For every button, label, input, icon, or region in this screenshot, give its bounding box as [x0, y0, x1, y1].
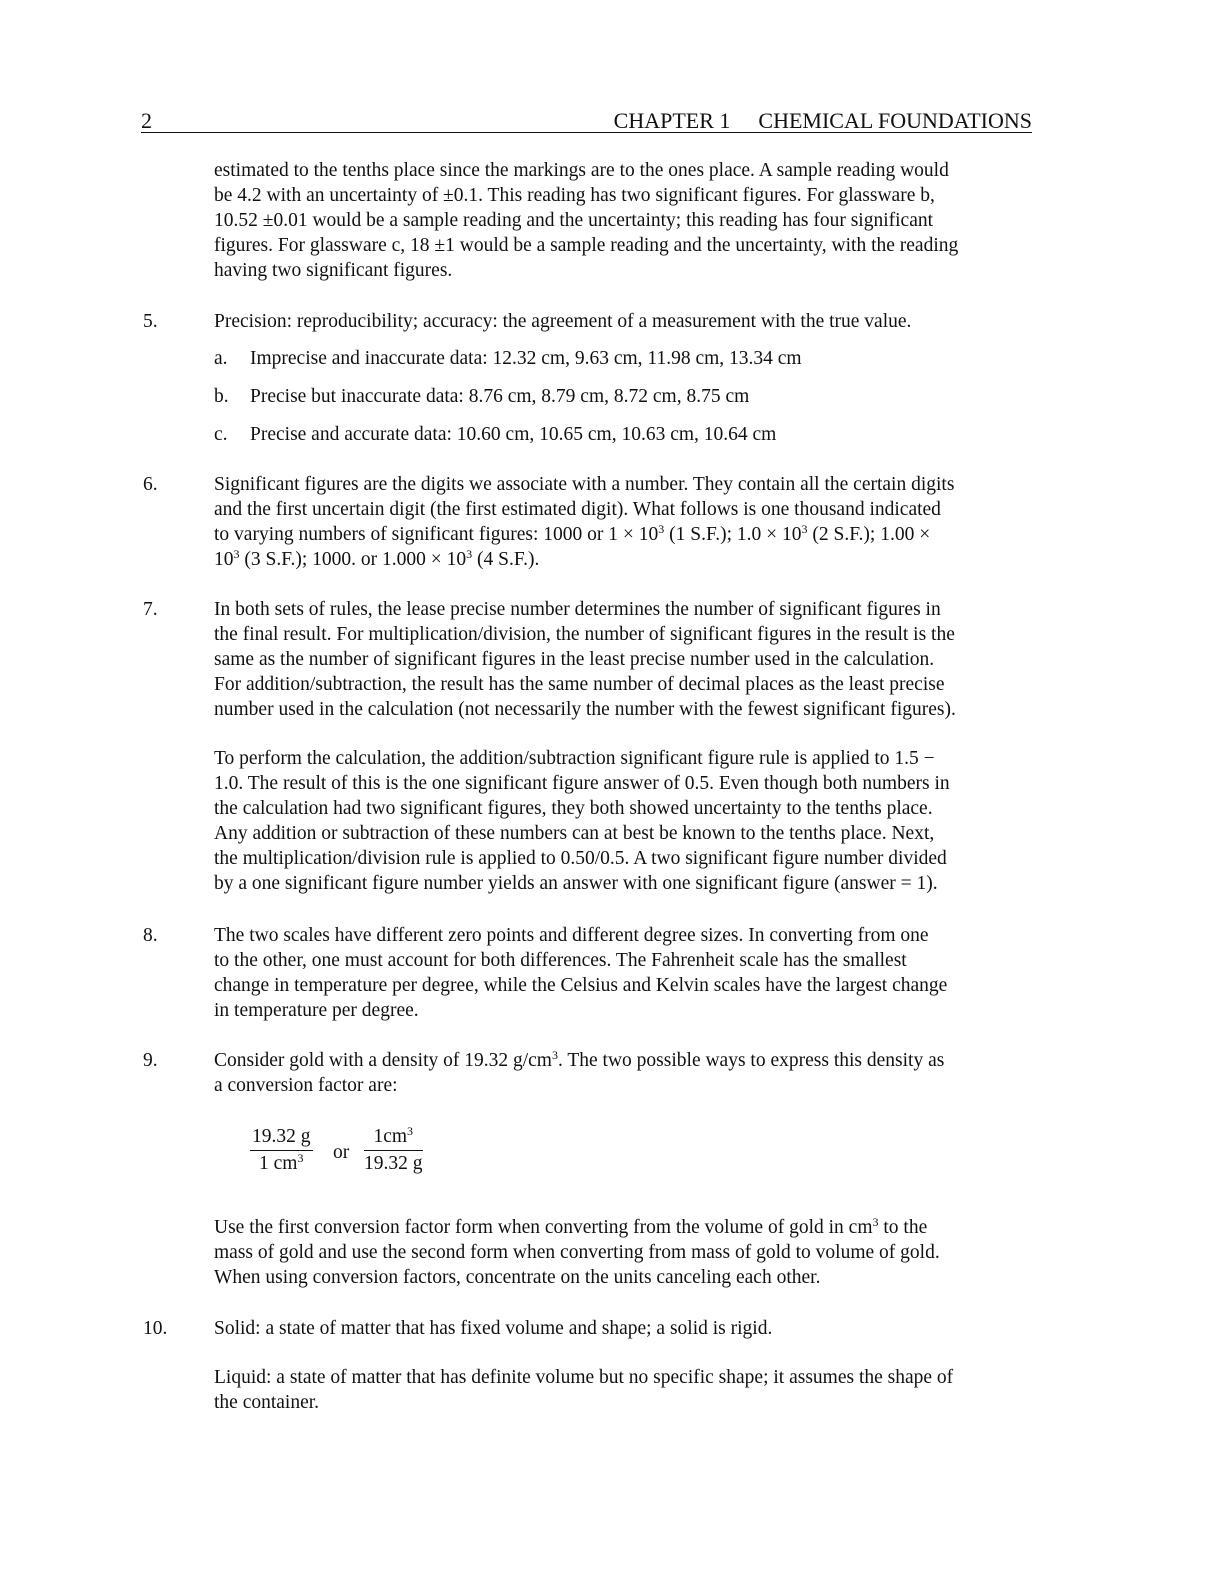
item-9-text	[214, 1048, 1034, 1098]
text-line: Liquid: a state of matter that has definite volume but no specific shape; it assumes the shape of	[214, 1367, 954, 1388]
text-line: in temperature per degree.	[214, 1000, 419, 1021]
text-line	[214, 1215, 1034, 1240]
chapter-heading	[614, 108, 1032, 134]
text-line: the calculation had two significant figures, they both showed uncertainty to the tenths place.	[214, 798, 933, 819]
text-run: Use the first conversion factor form when converting from the volume of gold in cm	[214, 1217, 873, 1238]
superscript: 3	[872, 1215, 879, 1229]
item-10-solid	[214, 1316, 1034, 1341]
item-7-paragraph-2	[214, 746, 1034, 896]
text-line: the final result. For multiplication/division, the number of significant figures in the result is the	[214, 624, 955, 645]
text-line	[214, 1048, 1034, 1073]
text-line: and the first uncertain digit (the first estimated digit). What follows is one thousand indicated	[214, 499, 941, 520]
text-line: be 4.2 with an uncertainty of ±0.1. This reading has two significant figures. For glassware b,	[214, 185, 935, 206]
item-number-9: 9.	[143, 1050, 158, 1071]
superscript: 3	[801, 522, 808, 536]
text-line: Significant figures are the digits we associate with a number. They contain all the certain digits	[214, 474, 955, 495]
text-line: Any addition or subtraction of these numbers can at best be known to the tenths place. Next,	[214, 823, 935, 844]
or-label: or	[333, 1142, 350, 1163]
fraction-numerator	[364, 1126, 423, 1148]
text-run: to the	[878, 1217, 928, 1238]
item-number-7: 7.	[143, 599, 158, 620]
sub-text: Imprecise and inaccurate data: 12.32 cm, 9.63 cm, 11.98 cm, 13.34 cm	[250, 348, 802, 369]
text-run: to varying numbers of significant figures: 1000 or 1 × 10	[214, 524, 659, 545]
sub-text: Precise but inaccurate data: 8.76 cm, 8.79 cm, 8.72 cm, 8.75 cm	[250, 386, 750, 407]
item-number-5: 5.	[143, 311, 158, 332]
text-line: estimated to the tenths place since the markings are to the ones place. A sample reading would	[214, 160, 949, 181]
text-line: having two significant figures.	[214, 260, 453, 281]
text-line	[214, 522, 1034, 547]
sub-letter: a.	[214, 348, 228, 369]
text-run: 1 cm	[259, 1153, 298, 1174]
sub-letter: b.	[214, 386, 229, 407]
item-5b	[214, 384, 749, 409]
text-line: In both sets of rules, the lease precise number determines the number of significant figures in	[214, 599, 941, 620]
page-header	[141, 108, 1032, 133]
item-5-text	[214, 309, 1034, 334]
text-line: a conversion factor are:	[214, 1075, 398, 1096]
text-line: For addition/subtraction, the result has the same number of decimal places as the least precise	[214, 674, 945, 695]
text-line: mass of gold and use the second form when converting from mass of gold to volume of gold.	[214, 1242, 940, 1263]
fraction-denominator: 19.32 g	[364, 1153, 423, 1174]
fraction-denominator	[250, 1153, 313, 1175]
item-number-8: 8.	[143, 925, 158, 946]
text-line: Precision: reproducibility; accuracy: the agreement of a measurement with the true value.	[214, 311, 912, 332]
text-run: (3 S.F.); 1000. or 1.000 × 10	[239, 549, 467, 570]
item-6-text	[214, 472, 1034, 572]
text-run: Consider gold with a density of 19.32 g/cm	[214, 1050, 552, 1071]
superscript: 3	[233, 547, 240, 561]
superscript: 3	[658, 522, 665, 536]
item-8-text	[214, 923, 1034, 1023]
fraction-numerator: 19.32 g	[252, 1126, 311, 1147]
text-line: same as the number of significant figures in the least precise number used in the calculation.	[214, 649, 935, 670]
text-line: number used in the calculation (not necessarily the number with the fewest significant figures).	[214, 699, 956, 720]
fraction-bar	[364, 1150, 423, 1151]
text-line: 10.52 ±0.01 would be a sample reading and the uncertainty; this reading has four significant	[214, 210, 934, 231]
text-line: to the other, one must account for both differences. The Fahrenheit scale has the smallest	[214, 950, 907, 971]
text-run: (4 S.F.).	[472, 549, 540, 570]
sub-text: Precise and accurate data: 10.60 cm, 10.65 cm, 10.63 cm, 10.64 cm	[250, 424, 777, 445]
text-run: . The two possible ways to express this density as	[557, 1050, 945, 1071]
text-line	[214, 547, 1034, 572]
sub-letter: c.	[214, 424, 228, 445]
superscript: 3	[466, 547, 473, 561]
text-line: change in temperature per degree, while the Celsius and Kelvin scales have the largest change	[214, 975, 948, 996]
conversion-factor-1	[250, 1126, 313, 1175]
chapter-label: CHAPTER 1	[613, 108, 731, 133]
text-line: The two scales have different zero points and different degree sizes. In converting from one	[214, 925, 929, 946]
text-run: 10	[214, 549, 234, 570]
chapter-title: CHEMICAL FOUNDATIONS	[758, 108, 1032, 133]
item-5c	[214, 422, 776, 447]
text-line: the multiplication/division rule is applied to 0.50/0.5. A two significant figure number divided	[214, 848, 947, 869]
item-7-paragraph-1	[214, 597, 1034, 722]
item-10-liquid	[214, 1365, 1034, 1415]
page-number: 2	[141, 108, 152, 133]
item-5a	[214, 346, 802, 371]
text-line: Solid: a state of matter that has fixed volume and shape; a solid is rigid.	[214, 1318, 773, 1339]
superscript: 3	[407, 1124, 414, 1138]
item-number-6: 6.	[143, 474, 158, 495]
intro-paragraph	[214, 158, 1034, 283]
text-run: 1cm	[373, 1126, 408, 1147]
text-line: 1.0. The result of this is the one significant figure answer of 0.5. Even though both numbers in	[214, 773, 950, 794]
item-number-10: 10.	[143, 1318, 168, 1339]
item-9-paragraph-2	[214, 1215, 1034, 1290]
text-line: the container.	[214, 1392, 320, 1413]
text-run: (1 S.F.); 1.0 × 10	[664, 524, 802, 545]
superscript: 3	[297, 1151, 304, 1165]
text-line: by a one significant figure number yields an answer with one significant figure (answer = 1).	[214, 873, 938, 894]
text-line: To perform the calculation, the addition/subtraction significant figure rule is applied to 1.5 −	[214, 748, 935, 769]
superscript: 3	[551, 1048, 558, 1062]
text-line: figures. For glassware c, 18 ±1 would be a sample reading and the uncertainty, with the reading	[214, 235, 959, 256]
text-run: (2 S.F.); 1.00 ×	[807, 524, 931, 545]
text-line: When using conversion factors, concentrate on the units canceling each other.	[214, 1267, 821, 1288]
conversion-factor-2	[364, 1126, 423, 1175]
